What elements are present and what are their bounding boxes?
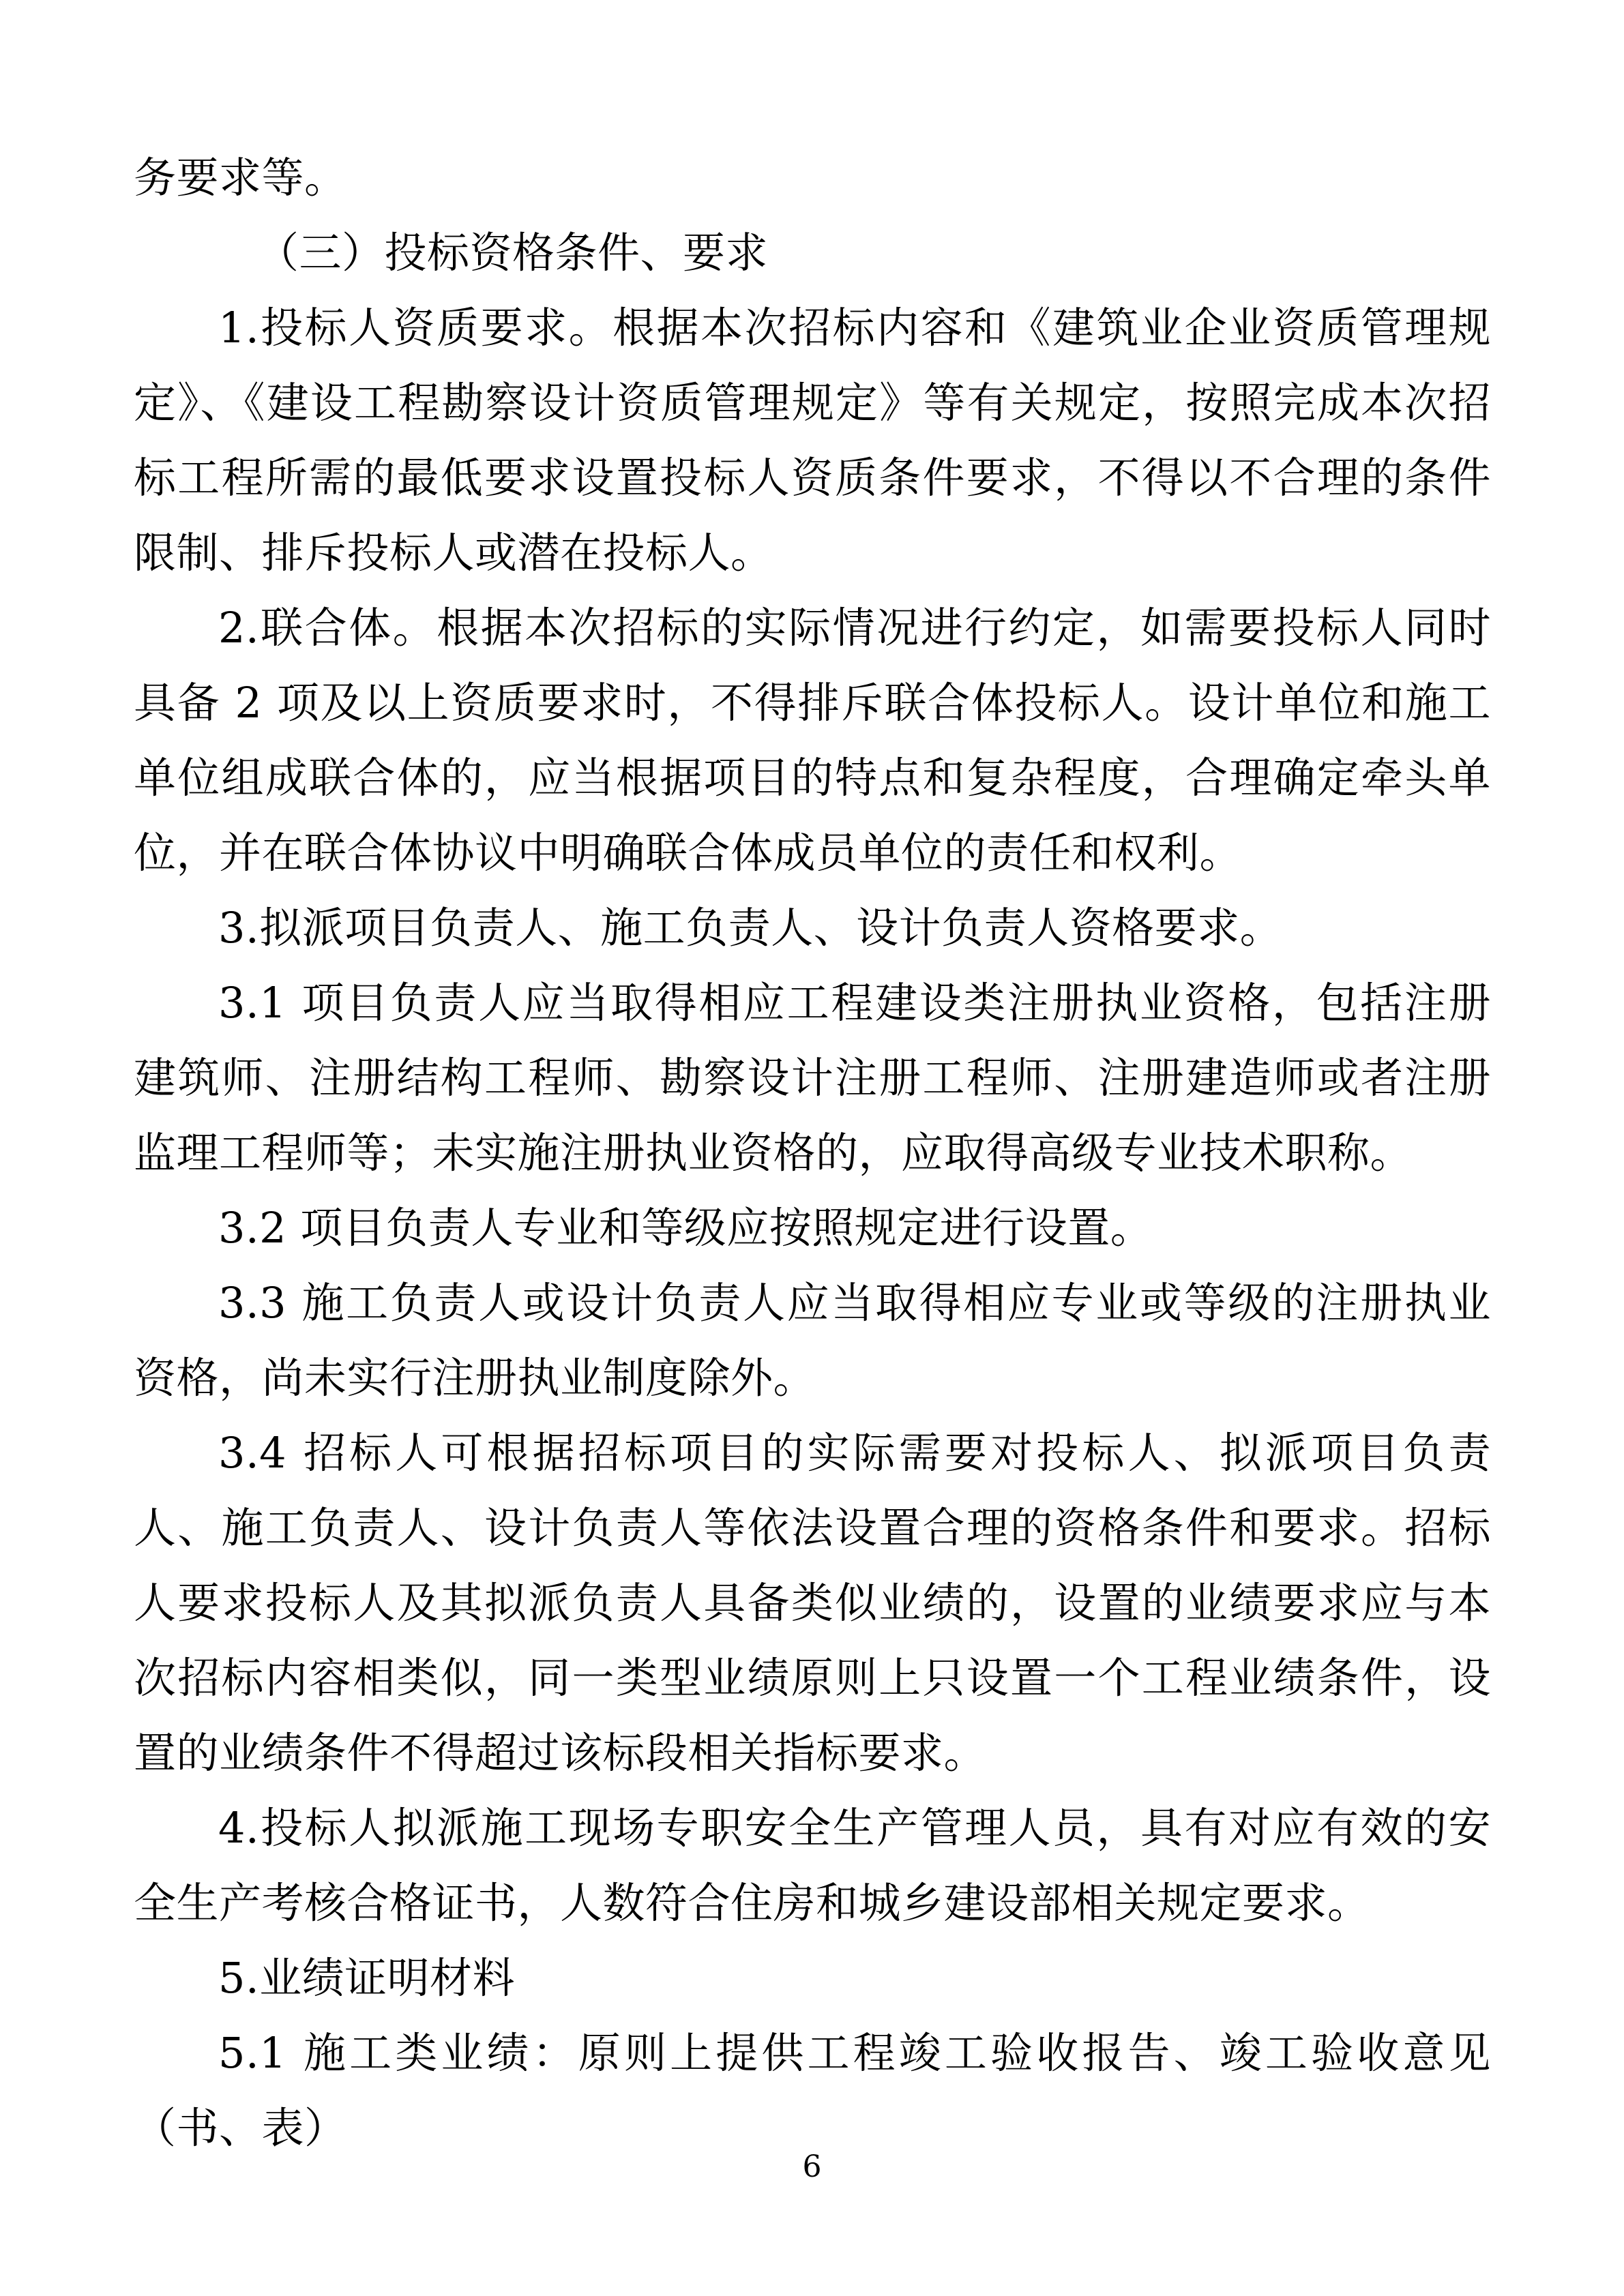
paragraph-item-3-1-project-manager: 3.1 项目负责人应当取得相应工程建设类注册执业资格，包括注册建筑师、注册结构工程师、勘察设计注册工程师、注册建造师或者注册监理工程师等；未实施注册执业资格的，应取得高级专业技术职称。 <box>134 978 1491 1178</box>
page-number-footer: 6 <box>802 2149 822 2184</box>
paragraph-item-1-bidder-qualification: 1.投标人资质要求。根据本次招标内容和《建筑业企业资质管理规定》、《建设工程勘察设计资质管理规定》等有关规定，按照完成本次招标工程所需的最低要求设置投标人资质条件要求，不得以不合理的条件限制、排斥投标人或潜在投标人。 <box>134 303 1491 578</box>
paragraph-item-3-4-tenderer-discretion: 3.4 招标人可根据招标项目的实际需要对投标人、拟派项目负责人、施工负责人、设计负责人等依法设置合理的资格条件和要求。招标人要求投标人及其拟派负责人具备类似业绩的，设置的业绩要求应与本次招标内容相类似，同一类型业绩原则上只设置一个工程业绩条件，设置的业绩条件不得超过该标段相关指标要求。 <box>134 1428 1491 1778</box>
heading-section-three: （三）投标资格条件、要求 <box>256 228 769 278</box>
paragraph-item-3-2-specialty-grade: 3.2 项目负责人专业和等级应按照规定进行设置。 <box>218 1203 1153 1253</box>
paragraph-item-5-performance-proof: 5.业绩证明材料 <box>218 1953 516 2003</box>
page-body-content <box>134 140 1491 2166</box>
paragraph-item-3-personnel-requirements: 3.拟派项目负责人、施工负责人、设计负责人资格要求。 <box>218 903 1283 953</box>
paragraph-item-3-3-construction-design-lead: 3.3 施工负责人或设计负责人应当取得相应专业或等级的注册执业资格，尚未实行注册执业制度除外。 <box>134 1278 1491 1403</box>
paragraph-item-4-safety-management-personnel: 4.投标人拟派施工现场专职安全生产管理人员，具有对应有效的安全生产考核合格证书，人数符合住房和城乡建设部相关规定要求。 <box>134 1803 1491 1928</box>
paragraph-item-2-consortium: 2.联合体。根据本次招标的实际情况进行约定，如需要投标人同时具备 2 项及以上资质要求时，不得排斥联合体投标人。设计单位和施工单位组成联合体的，应当根据项目的特点和复杂程度，合理确定牵头单位，并在联合体协议中明确联合体成员单位的责任和权利。 <box>134 603 1491 878</box>
paragraph-continued-line: 务要求等。 <box>134 153 347 203</box>
paragraph-item-5-1-construction-performance: 5.1 施工类业绩：原则上提供工程竣工验收报告、竣工验收意见（书、表） <box>134 2028 1491 2153</box>
